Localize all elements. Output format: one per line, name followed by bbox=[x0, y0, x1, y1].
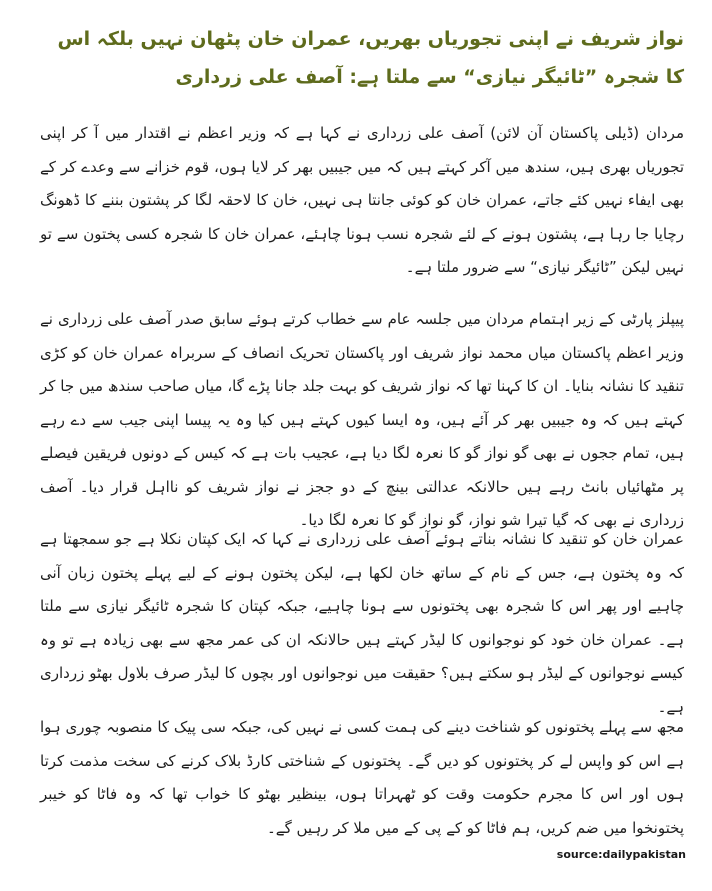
article-headline: نواز شریف نے اپنی تجوریاں بھریں، عمران خان پٹھان نہیں بلکہ اس کا شجرہ ”ٹائیگر نیازی“ سے ملتا ہے: آصف علی زرداری bbox=[57, 28, 684, 88]
article-paragraph: پیپلز پارٹی کے زیر اہتمام مردان میں جلسہ عام سے خطاب کرتے ہوئے سابق صدر آصف علی زرداری نے وزیر اعظم پاکستان میاں محمد نواز شریف اور پاکستان تحریک انصاف کے سربراہ عمران خان کو کڑی تنقید کا نشانہ بنایا۔ ان کا کہنا تھا کہ نواز شریف کو بہت جلد جانا پڑے گا، میاں صاحب سندھ میں جا کر کہتے ہیں کہ وہ جیبیں بھر کر آئے ہیں، وہ ایسا کیوں کہتے ہیں کیا وہ یہ پیسا اپنی جیب سے دے رہے ہیں، تمام ججوں نے بھی گو نواز گو کا نعرہ لگا دیا ہے، عجیب بات ہے کہ کیس کے دونوں فریقین فیصلے پر مٹھائیاں بانٹ رہے ہیں حالانکہ عدالتی بینچ کے دو ججز نے نواز شریف کو نااہل قرار دیا۔ آصف زرداری نے بھی کہ گیا تیرا شو نواز، گو نواز گو کا نعرہ لگا دیا۔ bbox=[40, 310, 684, 529]
article-paragraph: مردان (ڈیلی پاکستان آن لائن) آصف علی زرداری نے کہا ہے کہ وزیر اعظم نے اقتدار میں آ کر اپنی تجوریاں بھری ہیں، سندھ میں آکر کہتے ہیں کہ میں جیبیں بھر کر لایا ہوں، قوم خزانے سے وعدے کر کے بھی ایفاء نہیں کئے جاتے، عمران خان کو کوئی جانتا ہی نہیں، خان کا لاحقہ لگا کر پشتون بننے کا ڈھونگ رچایا جا رہا ہے، پشتون ہونے کے لئے شجرہ نسب ہونا چاہئے، عمران خان کا شجرہ کسی پختون سے تو نہیں لیکن ”ٹائیگر نیازی“ سے ضرور ملتا ہے۔ bbox=[40, 124, 684, 276]
source-credit: source:dailypakistan bbox=[556, 848, 686, 861]
article-paragraph: عمران خان کو تنقید کا نشانہ بناتے ہوئے آصف علی زرداری نے کہا کہ ایک کپتان نکلا ہے جو سمجھتا ہے کہ وہ پختون ہے، جس کے نام کے ساتھ خان لکھا ہے، لیکن پختون ہونے کے لیے پہلے پختون زبان آنی چاہیے اور پھر اس کا شجرہ بھی پختونوں سے ہونا چاہیے، جبکہ کپتان کا شجرہ ٹائیگر نیازی سے ملتا ہے۔ عمران خان خود کو نوجوانوں کا لیڈر کہتے ہیں حالانکہ ان کی عمر مجھ سے بھی زیادہ ہے تو وہ کیسے نوجوانوں کے لیڈر ہو سکتے ہیں؟ حقیقت میں نوجوانوں اور بچوں کا لیڈر صرف بلاول بھٹو زرداری ہے۔ bbox=[40, 530, 684, 716]
article-paragraph: مجھ سے پہلے پختونوں کو شناخت دینے کی ہمت کسی نے نہیں کی، جبکہ سی پیک کا منصوبہ چوری ہوا ہے اس کو واپس لے کر پختونوں کو دیں گے۔ پختونوں کے شناختی کارڈ بلاک کرنے کی سخت مذمت کرتا ہوں اور اس کا مجرم حکومت وقت کو ٹھہراتا ہوں، بینظیر بھٹو کا خواب تھا کہ وہ فاٹا کو خیبر پختونخوا میں ضم کریں، ہم فاٹا کو کے پی کے میں ملا کر رہیں گے۔ bbox=[40, 718, 684, 837]
